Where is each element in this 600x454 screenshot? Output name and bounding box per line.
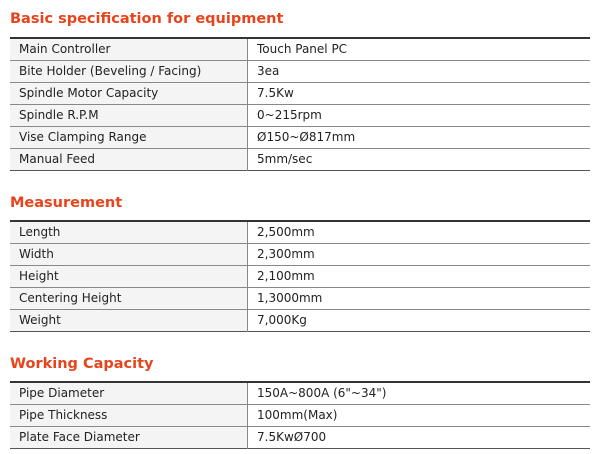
row-label: Length (10, 221, 248, 244)
section-working-capacity (10, 355, 590, 444)
row-value: 2,100mm (248, 266, 591, 288)
spec-table-measurement (10, 220, 590, 332)
row-value: 1,3000mm (248, 288, 591, 310)
row-label: Weight (10, 310, 248, 332)
table-row (10, 105, 590, 127)
table-row (10, 244, 590, 266)
table-row (10, 382, 590, 405)
table-row (10, 310, 590, 332)
row-value: 2,300mm (248, 244, 591, 266)
row-value: Touch Panel PC (248, 38, 591, 61)
row-label: Width (10, 244, 248, 266)
row-label: Plate Face Diameter (10, 427, 248, 449)
row-label: Height (10, 266, 248, 288)
section-title: Basic specification for equipment (10, 11, 284, 27)
table-row (10, 405, 590, 427)
row-value: 7.5KwØ700 (248, 427, 591, 449)
table-row (10, 83, 590, 105)
row-label: Pipe Thickness (10, 405, 248, 427)
row-value: 2,500mm (248, 221, 591, 244)
section-basic-specification (10, 10, 590, 166)
table-row (10, 149, 590, 171)
table-row (10, 61, 590, 83)
table-row (10, 221, 590, 244)
spec-table-basic (10, 37, 590, 171)
row-label: Manual Feed (10, 149, 248, 171)
row-label: Pipe Diameter (10, 382, 248, 405)
row-value: 7,000Kg (248, 310, 591, 332)
row-value: 3ea (248, 61, 591, 83)
section-title: Measurement (10, 195, 123, 211)
table-row (10, 288, 590, 310)
row-value: 150A~800A (6"~34") (248, 382, 591, 405)
row-value: 0~215rpm (248, 105, 591, 127)
row-label: Centering Height (10, 288, 248, 310)
row-value: 100mm(Max) (248, 405, 591, 427)
section-title: Working Capacity (10, 356, 154, 372)
row-label: Vise Clamping Range (10, 127, 248, 149)
table-row (10, 127, 590, 149)
row-label: Spindle Motor Capacity (10, 83, 248, 105)
table-row (10, 427, 590, 449)
row-label: Spindle R.P.M (10, 105, 248, 127)
table-row (10, 38, 590, 61)
row-value: 7.5Kw (248, 83, 591, 105)
row-value: Ø150~Ø817mm (248, 127, 591, 149)
row-value: 5mm/sec (248, 149, 591, 171)
row-label: Main Controller (10, 38, 248, 61)
section-measurement (10, 194, 590, 327)
table-row (10, 266, 590, 288)
spec-table-working-capacity (10, 381, 590, 449)
row-label: Bite Holder (Beveling / Facing) (10, 61, 248, 83)
